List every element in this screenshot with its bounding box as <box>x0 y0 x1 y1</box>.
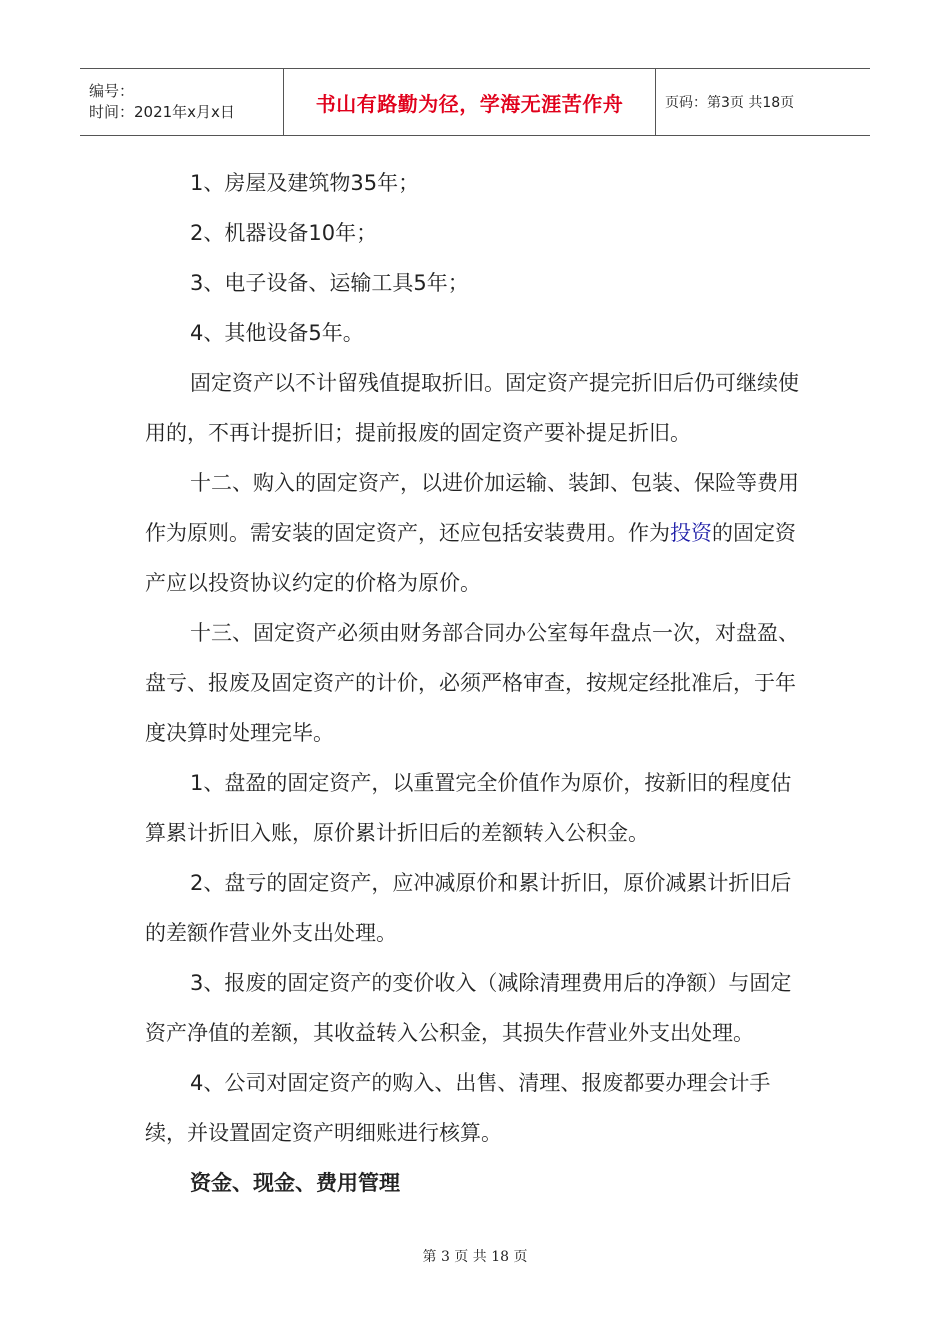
paragraph-12-text-after: 的固定资产应以投资协议约定的价格为原价。 <box>145 521 796 595</box>
document-time-label: 时间：2021年x月x日 <box>89 103 235 121</box>
document-number-label: 编号： <box>89 82 135 100</box>
section-title: 资金、现金、费用管理 <box>190 1171 400 1195</box>
depreciation-item-4: 4、其他设备5年。 <box>190 321 364 345</box>
inventory-item-4: 4、公司对固定资产的购入、出售、清理、报废都要办理会计手续，并设置固定资产明细账进行核算。 <box>145 1071 771 1145</box>
depreciation-item-1: 1、房屋及建筑物35年； <box>190 171 420 195</box>
header-page-cell <box>656 69 870 135</box>
depreciation-paragraph: 固定资产以不计留残值提取折旧。固定资产提完折旧后仍可继续使用的，不再计提折旧；提前报废的固定资产要补提足折旧。 <box>145 371 799 445</box>
page-footer <box>0 1246 950 1266</box>
document-header <box>80 68 870 136</box>
depreciation-item-2: 2、机器设备10年； <box>190 221 378 245</box>
inventory-item-1: 1、盘盈的固定资产，以重置完全价值作为原价，按新旧的程度估算累计折旧入账，原价累计折旧后的差额转入公积金。 <box>145 771 792 845</box>
header-page-label: 页码：第3页 共18页 <box>665 95 795 111</box>
paragraph-13: 十三、固定资产必须由财务部合同办公室每年盘点一次，对盘盈、盘亏、报废及固定资产的计价，必须严格审查，按规定经批准后，于年度决算时处理完毕。 <box>145 621 799 745</box>
paragraph-12-text-before: 十二、购入的固定资产，以进价加运输、装卸、包装、保险等费用作为原则。需安装的固定资产，还应包括安装费用。作为 <box>145 471 799 545</box>
document-body <box>145 158 810 1208</box>
inventory-item-2: 2、盘亏的固定资产，应冲减原价和累计折旧，原价减累计折旧后的差额作营业外支出处理。 <box>145 871 792 945</box>
investment-link[interactable]: 投资 <box>670 521 712 545</box>
depreciation-item-3: 3、电子设备、运输工具5年； <box>190 271 469 295</box>
paragraph-12 <box>145 458 810 608</box>
header-motto-cell <box>283 69 656 135</box>
inventory-item-3: 3、报废的固定资产的变价收入（减除清理费用后的净额）与固定资产净值的差额，其收益转入公积金，其损失作营业外支出处理。 <box>145 971 792 1045</box>
footer-page-number: 第 3 页 共 18 页 <box>422 1249 528 1265</box>
header-motto: 书山有路勤为径，学海无涯苦作舟 <box>315 91 624 116</box>
header-meta <box>80 69 283 135</box>
